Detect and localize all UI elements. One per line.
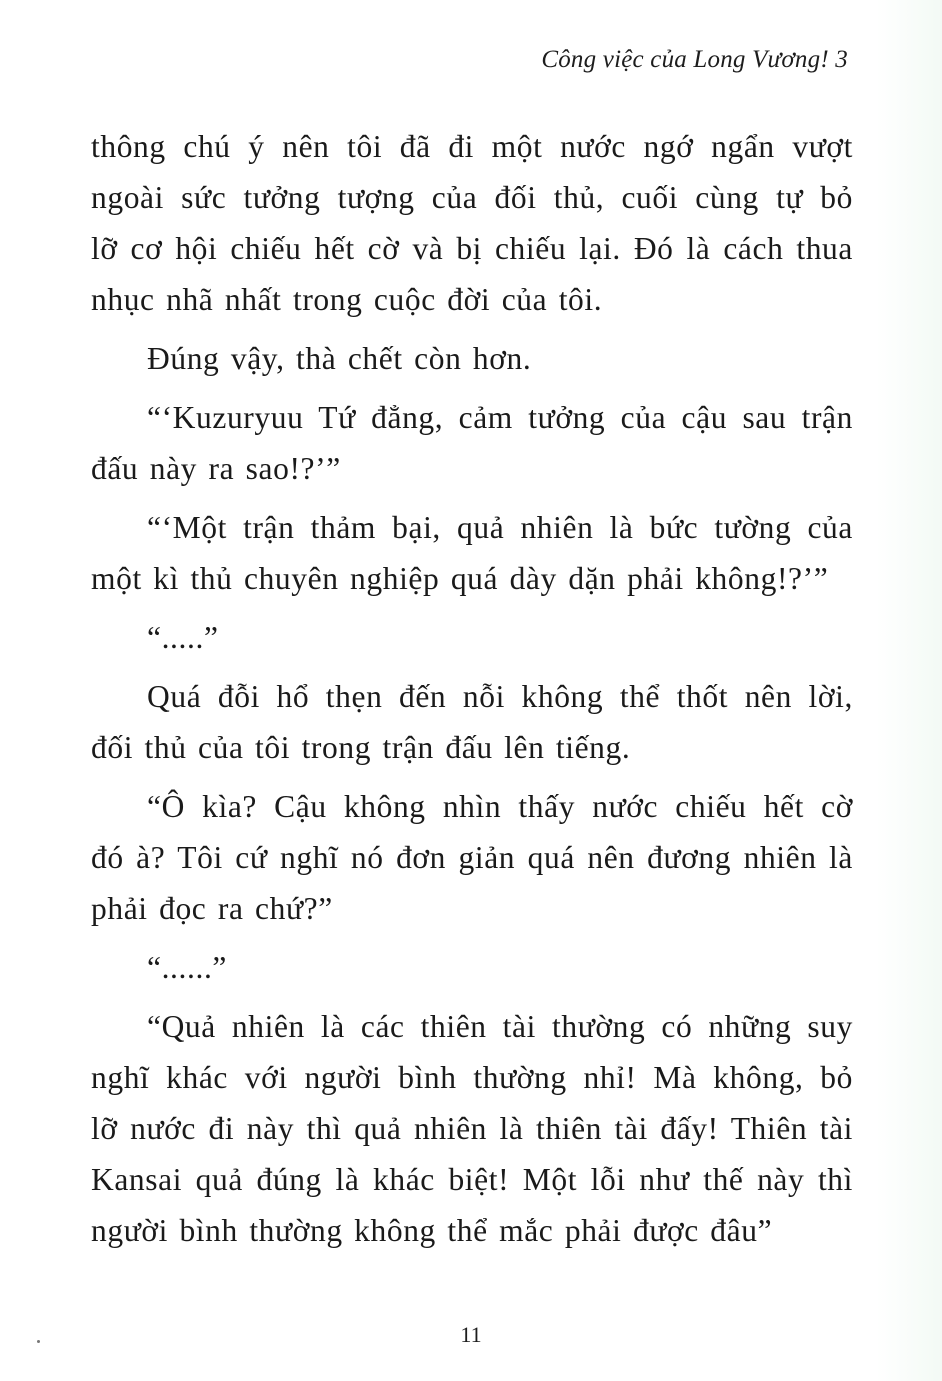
paragraph [91,121,853,325]
text-line: thông chú ý nên tôi đã đi một nước ngớ ngẩn vượt [91,129,853,164]
scan-speck [37,1340,40,1343]
text-line: đó à? Tôi cứ nghĩ nó đơn giản quá nên đương nhiên là [91,840,853,875]
text-line: phải đọc ra chứ?” [91,891,333,926]
text-line: “Quả nhiên là các thiên tài thường có những suy [147,1009,853,1044]
paragraph [91,781,853,934]
text-line: người bình thường không thể mắc phải được đâu” [91,1213,773,1248]
text-line: “‘Một trận thảm bại, quả nhiên là bức tường của [147,510,853,545]
page-number: 11 [460,1322,482,1347]
text-line: nhục nhã nhất trong cuộc đời của tôi. [91,282,603,317]
text-line: ngoài sức tưởng tượng của đối thủ, cuối cùng tự bỏ [91,180,853,215]
text-line: lỡ cơ hội chiếu hết cờ và bị chiếu lại. Đó là cách thua [91,231,853,266]
text-line: “Ô kìa? Cậu không nhìn thấy nước chiếu hết cờ [147,789,853,824]
text-line: một kì thủ chuyên nghiệp quá dày dặn phải không!?’” [91,561,829,596]
paragraph [91,333,853,384]
text-line: nghĩ khác với người bình thường nhỉ! Mà không, bỏ [91,1060,853,1095]
text-line: Quá đỗi hổ thẹn đến nỗi không thể thốt nên lời, [147,679,853,714]
running-header: Công việc của Long Vương! 3 [541,46,848,73]
text-line: lỡ nước đi này thì quả nhiên là thiên tài đấy! Thiên tài [91,1111,853,1146]
paragraph [91,502,853,604]
text-line: “......” [147,950,228,985]
text-line: đối thủ của tôi trong trận đấu lên tiếng. [91,730,631,765]
text-line: “.....” [147,620,219,655]
body-text [91,121,853,1264]
paragraph [91,1001,853,1256]
text-line: đấu này ra sao!?’” [91,451,341,486]
paragraph [91,612,853,663]
text-line: Đúng vậy, thà chết còn hơn. [147,341,532,376]
paragraph [91,671,853,773]
paragraph [91,392,853,494]
text-line: Kansai quả đúng là khác biệt! Một lỗi như thế này thì [91,1162,853,1197]
paragraph [91,942,853,993]
text-line: “‘Kuzuryuu Tứ đẳng, cảm tưởng của cậu sau trận [147,400,853,435]
